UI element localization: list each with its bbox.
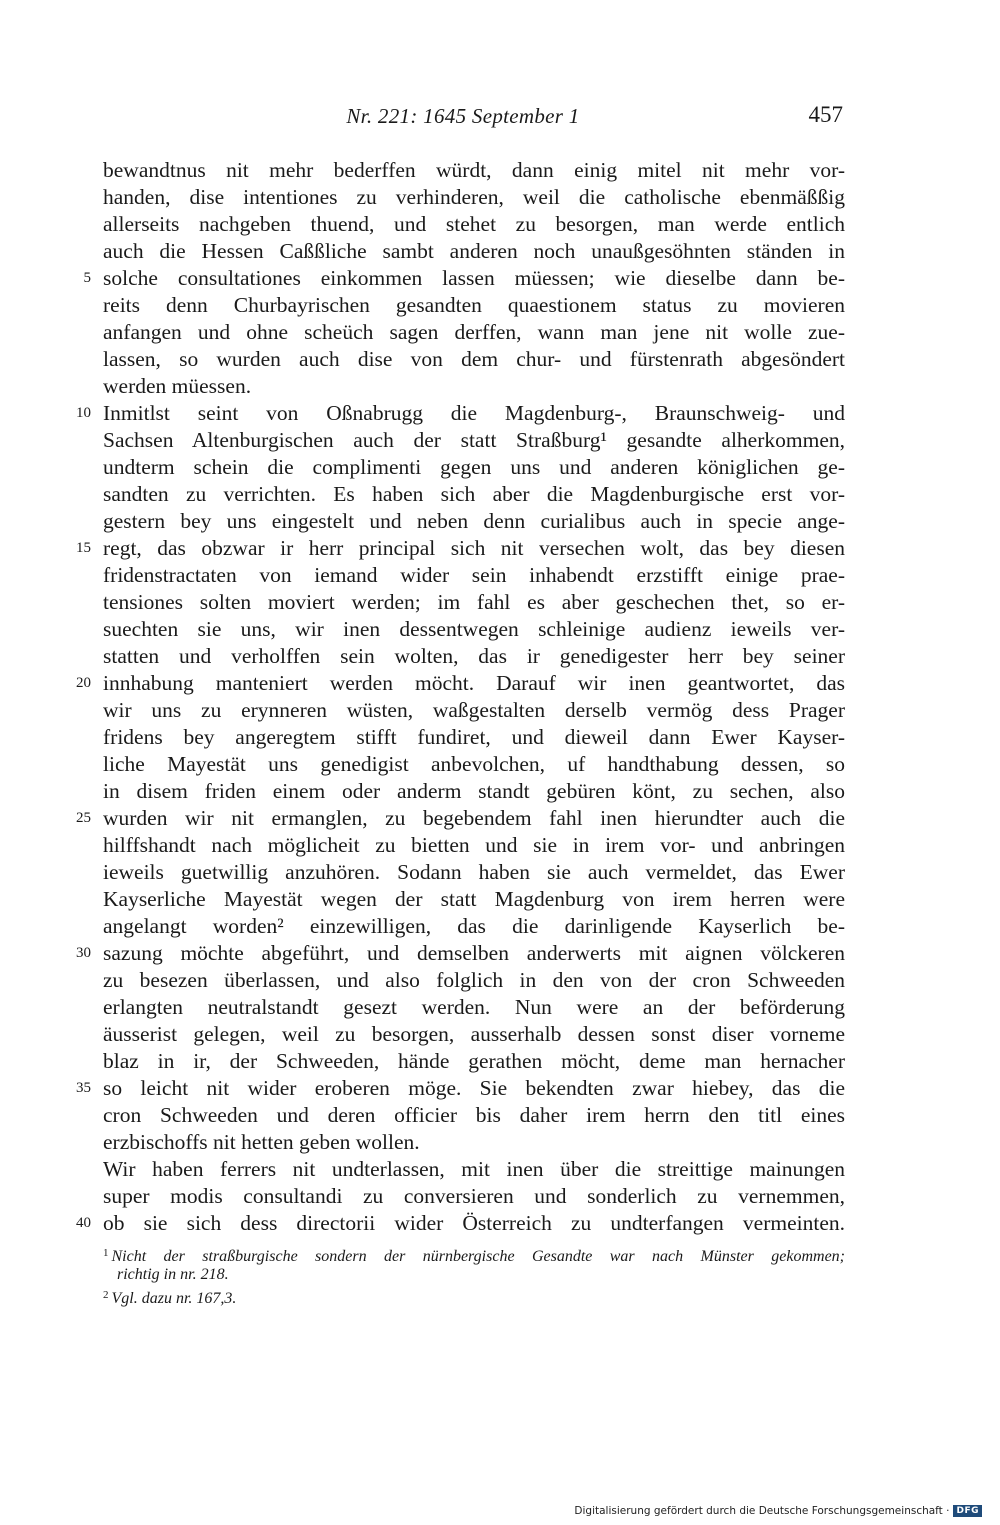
line-number: 35 <box>76 1080 91 1096</box>
text-line <box>103 319 845 346</box>
dfg-logo: DFG <box>953 1505 982 1517</box>
line-text: Sachsen Altenburgischen auch der statt Straßburg¹ gesandte alherkommen, <box>103 428 845 452</box>
text-line <box>103 481 845 508</box>
line-text: innhabung manteniert werden möcht. Darauf wir inen geantwortet, das <box>103 671 845 695</box>
body-text <box>76 157 845 1237</box>
line-text: so leicht nit wider eroberen möge. Sie bekendten zwar hiebey, das die <box>103 1076 845 1100</box>
line-number: 5 <box>83 270 91 286</box>
line-text: wir uns zu erynneren wüsten, waßgestalten derselb vermög dess Prager <box>103 698 845 722</box>
line-text: in disem friden einem oder anderm standt gebüren könt, zu sechen, also <box>103 779 845 803</box>
line-text: hilffshandt nach möglicheit zu bietten und sie in irem vor- und anbringen <box>103 833 845 857</box>
page-header <box>0 100 1000 136</box>
text-line <box>103 238 845 265</box>
text-line <box>103 508 845 535</box>
line-text: zu besezen überlassen, und also folglich in den von der cron Schweeden <box>103 968 845 992</box>
text-line <box>103 1048 845 1075</box>
text-line <box>103 1021 845 1048</box>
line-text: solche consultationes einkommen lassen müessen; wie dieselbe dann be- <box>103 266 845 290</box>
line-text: wurden wir nit ermanglen, zu begebendem fahl inen hierundter auch die <box>103 806 845 830</box>
line-text: undterm schein die complimenti gegen uns und anderen königlichen ge- <box>103 455 845 479</box>
footnote-text: Vgl. dazu nr. 167,3. <box>111 1290 237 1307</box>
text-line <box>103 967 845 994</box>
line-text: fridenstractaten von iemand wider sein inhabendt erzstifft einige prae- <box>103 563 845 587</box>
text-line <box>103 778 845 805</box>
footnote-1 <box>103 1243 845 1264</box>
line-text: sandten zu verrichten. Es haben sich aber die Magdenburgische erst vor- <box>103 482 845 506</box>
line-text: Kayserliche Mayestät wegen der statt Magdenburg von irem herren were <box>103 887 845 911</box>
line-number: 10 <box>76 405 91 421</box>
line-number: 25 <box>76 810 91 826</box>
line-text: sazung möchte abgeführt, und demselben anderwerts mit aignen völckeren <box>103 941 845 965</box>
line-text: werden müessen. <box>103 374 252 398</box>
text-line <box>103 697 845 724</box>
footnote-mark: 1 <box>103 1247 109 1259</box>
text-line <box>103 157 845 184</box>
text-line <box>103 1183 845 1210</box>
line-text: auch die Hessen Caßßliche sambt anderen noch unaußgesöhnten ständen in <box>103 239 845 263</box>
line-text: ieweils guetwillig anzuhören. Sodann haben sie auch vermeldet, das Ewer <box>103 860 845 884</box>
text-line <box>103 427 845 454</box>
text-line <box>76 670 845 697</box>
line-text: gestern bey uns eingestelt und neben denn curialibus auch in specie ange- <box>103 509 845 533</box>
text-line <box>103 562 845 589</box>
text-line <box>103 913 845 940</box>
line-text: suechten sie uns, wir inen dessentwegen schleinige audienz ieweils ver- <box>103 617 845 641</box>
line-text: lassen, so wurden auch dise von dem chur- und fürstenrath abgesöndert <box>103 347 845 371</box>
text-line <box>103 589 845 616</box>
line-text: liche Mayestät uns genedigist anbevolchen, uf handthabung dessen, so <box>103 752 845 776</box>
line-number: 40 <box>76 1215 91 1231</box>
text-line <box>76 400 845 427</box>
line-text: statten und verholffen sein wolten, das ir genedigester herr bey seiner <box>103 644 845 668</box>
line-text: cron Schweeden und deren officier bis daher irem herrn den titl eines <box>103 1103 845 1127</box>
text-line <box>103 184 845 211</box>
footnote-2 <box>103 1285 845 1306</box>
text-line <box>103 724 845 751</box>
line-number: 20 <box>76 675 91 691</box>
text-line <box>76 1075 845 1102</box>
text-line <box>76 1210 845 1237</box>
line-text: anfangen und ohne scheüch sagen derffen, wann man jene nit wolle zue- <box>103 320 845 344</box>
footnote-text: Nicht der straßburgische sondern der nürnbergische Gesandte war nach Münster gekommen; <box>111 1248 845 1265</box>
text-line <box>83 265 845 292</box>
footnote-1-continuation <box>103 1264 845 1285</box>
line-text: bewandtnus nit mehr bederffen würdt, dann einig mitel nit mehr vor- <box>103 158 845 182</box>
text-line <box>103 211 845 238</box>
line-text: blaz in ir, der Schweeden, hände gerathen möcht, deme man hernacher <box>103 1049 845 1073</box>
text-line <box>103 1102 845 1129</box>
page-number: 457 <box>808 102 843 127</box>
text-line <box>103 643 845 670</box>
text-line <box>103 751 845 778</box>
text-line <box>76 535 845 562</box>
text-line <box>103 292 845 319</box>
text-line <box>103 1156 845 1183</box>
line-text: Wir haben ferrers nit undterlassen, mit inen über die streittige mainungen <box>103 1157 845 1181</box>
line-text: fridens bey angeregtem stifft fundiret, und dieweil dann Ewer Kayser- <box>103 725 845 749</box>
line-text: ob sie sich dess directorii wider Österreich zu undterfangen vermeinten. <box>103 1211 845 1235</box>
text-line <box>103 616 845 643</box>
text-line <box>103 373 845 400</box>
funding-credit <box>574 1503 982 1519</box>
text-line <box>103 1129 845 1156</box>
line-text: erlangten neutralstandt gesezt werden. Nun were an der beförderung <box>103 995 845 1019</box>
footnote-text: richtig in nr. 218. <box>117 1266 229 1283</box>
text-line <box>103 454 845 481</box>
footnotes <box>103 1243 845 1306</box>
line-text: super modis consultandi zu conversieren und sonderlich zu vernemmen, <box>103 1184 845 1208</box>
text-line <box>103 994 845 1021</box>
line-text: allerseits nachgeben thuend, und stehet zu besorgen, man werde entlich <box>103 212 845 236</box>
text-line <box>103 886 845 913</box>
text-line <box>103 859 845 886</box>
running-title: Nr. 221: 1645 September 1 <box>346 104 580 128</box>
line-number: 30 <box>76 945 91 961</box>
text-line <box>103 346 845 373</box>
text-line <box>76 805 845 832</box>
line-text: handen, dise intentiones zu verhinderen, weil die catholische ebenmäßßig <box>103 185 845 209</box>
line-text: reits denn Churbayrischen gesandten quaestionem status zu movieren <box>103 293 845 317</box>
footnote-mark: 2 <box>103 1289 109 1301</box>
line-number: 15 <box>76 540 91 556</box>
text-line <box>76 940 845 967</box>
line-text: Inmitlst seint von Oßnabrugg die Magdenburg-, Braunschweig- und <box>103 401 845 425</box>
text-line <box>103 832 845 859</box>
line-text: erzbischoffs nit hetten geben wollen. <box>103 1130 420 1154</box>
line-text: regt, das obzwar ir herr principal sich nit versechen wolt, das bey diesen <box>103 536 845 560</box>
line-text: tensiones solten moviert werden; im fahl es aber geschechen thet, so er- <box>103 590 845 614</box>
line-text: angelangt worden² einzewilligen, das die darinligende Kayserlich be- <box>103 914 845 938</box>
line-text: äusserist gelegen, weil zu besorgen, ausserhalb dessen sonst diser vorneme <box>103 1022 845 1046</box>
credit-text: Digitalisierung gefördert durch die Deutsche Forschungsgemeinschaft · <box>574 1505 950 1517</box>
